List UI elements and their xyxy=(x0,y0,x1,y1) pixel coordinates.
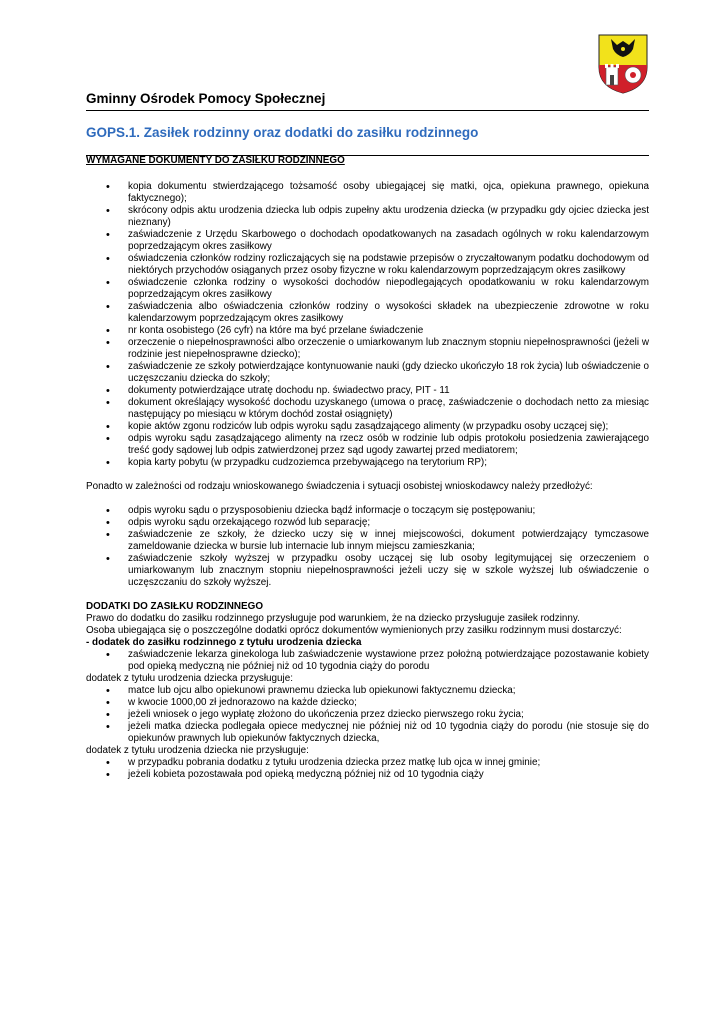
birth-allowance-not-entitled-label: dodatek z tytułu urodzenia dziecka nie przysługuje: xyxy=(86,745,309,756)
list-item: • zaświadczenie ze szkoły potwierdzające kontynuowanie nauki (gdy dziecko ukończyło 18 rok życia) lub oświadczenie o uczęszczaniu dziecka do szkoły; xyxy=(86,361,649,385)
required-documents-list xyxy=(86,181,649,469)
list-item: • matce lub ojcu albo opiekunowi prawnemu dziecka lub opiekunowi faktycznemu dziecka; xyxy=(86,685,649,697)
birth-allowance-entitled-list xyxy=(86,685,649,745)
birth-allowance-not-entitled-list xyxy=(86,757,649,781)
section-heading-required-documents: WYMAGANE DOKUMENTY DO ZASIŁKU RODZINNEGO xyxy=(86,155,345,166)
allowances-intro-1: Prawo do dodatku do zasiłku rodzinnego przysługuje pod warunkiem, że na dziecko przysługuje zasiłek rodzinny. xyxy=(86,613,580,624)
additional-documents-list xyxy=(86,505,649,589)
list-item: • nr konta osobistego (26 cyfr) na które ma być przelane świadczenie xyxy=(86,325,649,337)
additional-documents-intro: Ponadto w zależności od rodzaju wnioskowanego świadczenia i sytuacji osobistej wnioskodawcy należy przedłożyć: xyxy=(86,481,593,492)
list-item: • zaświadczenia albo oświadczenia członków rodziny o wysokości składek na ubezpieczenie zdrowotne w roku kalendarzowym poprzedzającym okres zasiłkowy xyxy=(86,301,649,325)
list-item: • w kwocie 1000,00 zł jednorazowo na każde dziecko; xyxy=(86,697,649,709)
list-item: • zaświadczenie szkoły wyższej w przypadku osoby uczącej się lub osoby legitymującej się orzeczeniem o umiarkowanym lub znacznym stopniu niepełnosprawności jeżeli uczy się w szkole wyższej lub oświadczenie o uczęszczaniu do szkoły wyższej. xyxy=(86,553,649,589)
list-item: • kopia karty pobytu (w przypadku cudzoziemca przebywającego na terytorium RP); xyxy=(86,457,649,469)
list-item: • skrócony odpis aktu urodzenia dziecka lub odpis zupełny aktu urodzenia dziecka (w przypadku gdy ojciec dziecka jest nieznany) xyxy=(86,205,649,229)
list-item: • jeżeli kobieta pozostawała pod opieką medyczną później niż od 10 tygodnia ciąży xyxy=(86,769,649,781)
list-item: • kopia dokumentu stwierdzającego tożsamość osoby ubiegającej się matki, ojca, opiekuna prawnego, opiekuna faktycznego); xyxy=(86,181,649,205)
list-item: • zaświadczenie z Urzędu Skarbowego o dochodach opodatkowanych na zasadach ogólnych w roku kalendarzowym poprzedzającym okres zasiłkowy xyxy=(86,229,649,253)
list-item: • zaświadczenie ze szkoły, że dziecko uczy się w innej miejscowości, dokument potwierdzający tymczasowe zameldowanie dziecka w bursie lub internacie lub innym miejscu zamieszkania; xyxy=(86,529,649,553)
birth-allowance-documents-list xyxy=(86,649,649,673)
list-item: • dokumenty potwierdzające utratę dochodu np. świadectwo pracy, PIT - 11 xyxy=(86,385,649,397)
municipal-coat-of-arms xyxy=(597,33,649,95)
header-divider xyxy=(86,110,649,111)
list-item: • jeżeli matka dziecka podlegała opiece medycznej nie później niż od 10 tygodnia ciąży do porodu (nie stosuje się do opiekunów prawnych lub opiekunów faktycznych dziecka, xyxy=(86,721,649,745)
list-item: • oświadczenie członka rodziny o wysokości dochodów niepodlegających opodatkowaniu w roku kalendarzowym poprzedzającym okres zasiłkowy xyxy=(86,277,649,301)
birth-allowance-entitled-label: dodatek z tytułu urodzenia dziecka przysługuje: xyxy=(86,673,293,684)
list-item: • odpis wyroku sądu o przysposobieniu dziecka bądź informacje o toczącym się postępowaniu; xyxy=(86,505,649,517)
organization-name: Gminny Ośrodek Pomocy Społecznej xyxy=(86,91,326,106)
list-item: • zaświadczenie lekarza ginekologa lub zaświadczenie wystawione przez położną potwierdzające pozostawanie kobiety pod opieką medyczną nie później niż od 10 tygodnia ciąży do porodu xyxy=(86,649,649,673)
section-heading-allowances: DODATKI DO ZASIŁKU RODZINNEGO xyxy=(86,601,264,612)
document-title: GOPS.1. Zasiłek rodzinny oraz dodatki do zasiłku rodzinnego xyxy=(86,125,479,140)
list-item: • odpis wyroku sądu zasądzającego alimenty na rzecz osób w rodzinie lub odpis protokołu posiedzenia zawierającego treść gody sądowej lub odpis zatwierdzonej przez sąd ugody zawartej przed mediatorem; xyxy=(86,433,649,457)
list-item: • odpis wyroku sądu orzekającego rozwód lub separację; xyxy=(86,517,649,529)
list-item: • jeżeli wniosek o jego wypłatę złożono do ukończenia przez dziecko pierwszego roku życia; xyxy=(86,709,649,721)
list-item: • dokument określający wysokość dochodu uzyskanego (umowa o pracę, zaświadczenie o dochodach netto za miesiąc następujący po miesiącu w którym dochód został osiągnięty) xyxy=(86,397,649,421)
document-body xyxy=(86,155,649,781)
list-item: • kopie aktów zgonu rodziców lub odpis wyroku sądu zasądzającego alimenty (w przypadku osoby uczącej się); xyxy=(86,421,649,433)
list-item: • oświadczenia członków rodziny rozliczających się na podstawie przepisów o zryczałtowanym podatku dochodowym od niektórych przychodów osiąganych przez osoby fizyczne w roku kalendarzowym poprzedzającym okres zasiłkowy xyxy=(86,253,649,277)
list-item: • orzeczenie o niepełnosprawności albo orzeczenie o umiarkowanym lub znacznym stopniu niepełnosprawności (jeżeli w rodzinie jest niepełnosprawne dziecko); xyxy=(86,337,649,361)
birth-allowance-subheading: - dodatek do zasiłku rodzinnego z tytułu urodzenia dziecka xyxy=(86,637,362,648)
list-item: • w przypadku pobrania dodatku z tytułu urodzenia dziecka przez matkę lub ojca w innej gminie; xyxy=(86,757,649,769)
allowances-intro-2: Osoba ubiegająca się o poszczególne dodatki oprócz dokumentów wymienionych przy zasiłku rodzinnym musi dostarczyć: xyxy=(86,625,622,636)
